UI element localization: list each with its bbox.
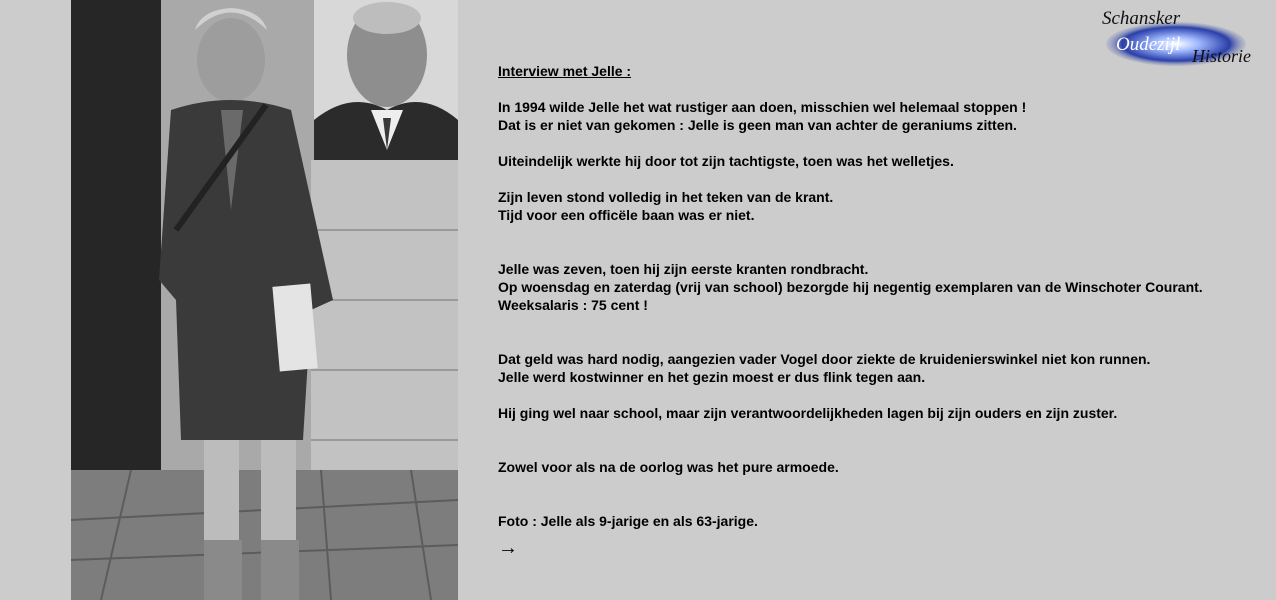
- paragraph-2-line-1: Uiteindelijk werkte hij door tot zijn tachtigste, toen was het welletjes.: [498, 153, 954, 169]
- paragraph-5-line-2: Jelle werd kostwinner en het gezin moest er dus flink tegen aan.: [498, 369, 926, 385]
- paragraph-7-line-1: Zowel voor als na de oorlog was het pure armoede.: [498, 459, 839, 475]
- photo-illustration: [71, 0, 458, 600]
- paragraph-1-line-1: In 1994 wilde Jelle het wat rustiger aan doen, misschien wel helemaal stoppen !: [498, 99, 1027, 115]
- logo-word-schansker: Schansker: [1102, 8, 1181, 29]
- logo-word-oudezijl: Oudezijl: [1116, 34, 1181, 55]
- paragraph-4-line-1: Jelle was zeven, toen hij zijn eerste kranten rondbracht.: [498, 261, 869, 277]
- paragraph-5-line-1: Dat geld was hard nodig, aangezien vader Vogel door ziekte de kruidenierswinkel niet kon runnen.: [498, 351, 1151, 367]
- paragraph-6-line-1: Hij ging wel naar school, maar zijn verantwoordelijkheden lagen bij zijn ouders en zijn zuster.: [498, 405, 1118, 421]
- paragraph-1-line-2: Dat is er niet van gekomen : Jelle is geen man van achter de geraniums zitten.: [498, 117, 1017, 133]
- paragraph-4-line-2: Op woensdag en zaterdag (vrij van school) bezorgde hij negentig exemplaren van de Winschoter Courant.: [498, 279, 1203, 295]
- paragraph-3-line-2: Tijd voor een officële baan was er niet.: [498, 207, 755, 223]
- paragraph-4-line-3: Weeksalaris : 75 cent !: [498, 297, 648, 313]
- photo-jelle-boy-and-man: [71, 0, 458, 600]
- interview-text: [498, 62, 1268, 558]
- logo-graphic: [1098, 4, 1270, 66]
- photo-caption: Foto : Jelle als 9-jarige en als 63-jarige.: [498, 513, 758, 529]
- article-title: Interview met Jelle :: [498, 63, 632, 79]
- next-page-arrow-icon[interactable]: →: [498, 537, 518, 559]
- paragraph-3-line-1: Zijn leven stond volledig in het teken van de krant.: [498, 189, 834, 205]
- logo-word-historie: Historie: [1192, 46, 1252, 66]
- site-logo[interactable]: [1098, 4, 1270, 66]
